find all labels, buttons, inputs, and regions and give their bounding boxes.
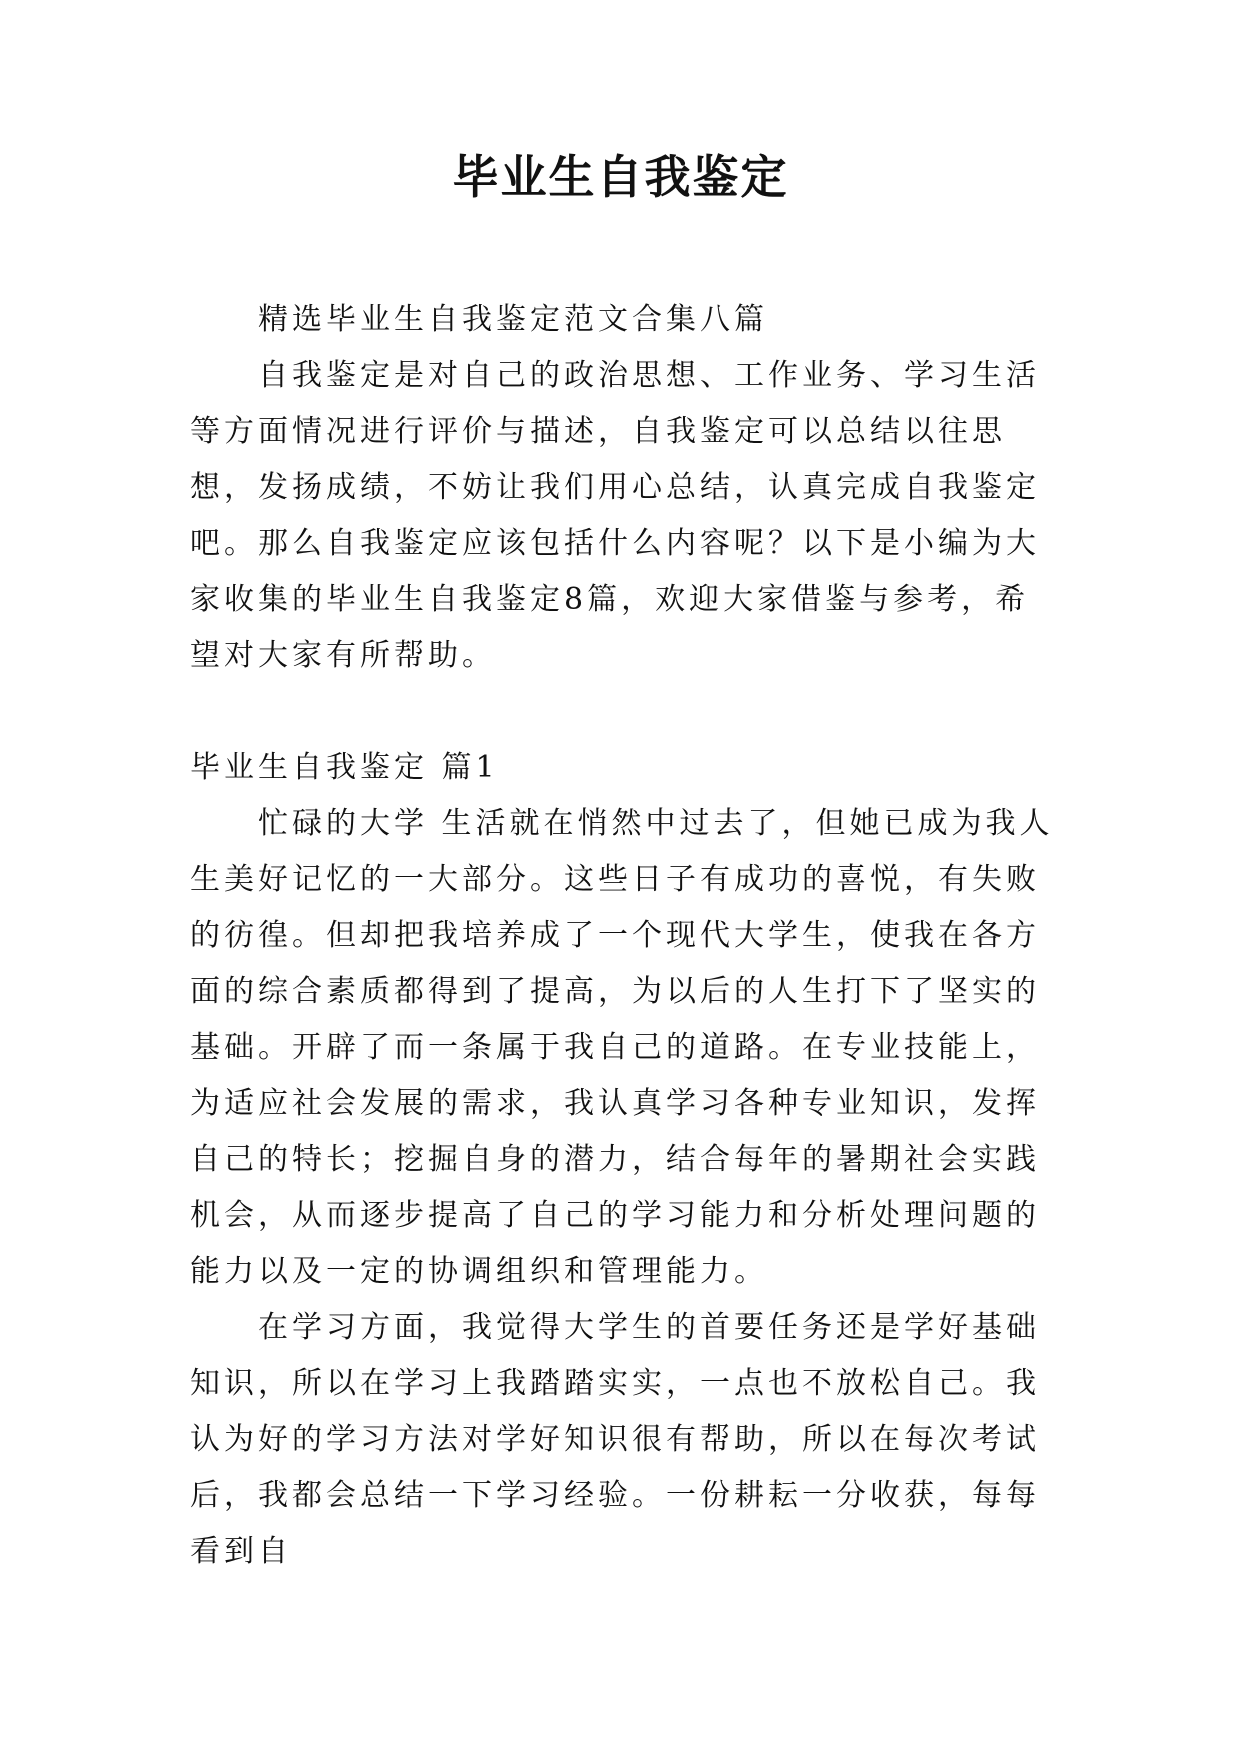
document-title: 毕业生自我鉴定 bbox=[452, 150, 789, 204]
body-paragraph: 在学习方面，我觉得大学生的首要任务还是学好基础知识，所以在学习上我踏踏实实，一点也不放松自己。我认为好的学习方法对学好知识很有帮助，所以在每次考试 后，我都会总结一下学习经验。一份耕耘一分收获，每每看到自 bbox=[190, 1310, 1040, 1569]
document-body bbox=[190, 292, 1060, 1580]
paragraph-spacer bbox=[190, 684, 1060, 740]
intro-paragraph: 自我鉴定是对自己的政治思想、工作业务、学习生活等方面情况进行评价与描述，自我鉴定可以总结以往思想，发扬成绩，不妨让我们用心总结，认真完成自我鉴定吧。那么自我鉴定应该包括什么内容呢？以下是小编为大家收集的毕业生自我鉴定8篇，欢迎大家借鉴与参考，希望对大家有所帮助。 bbox=[190, 358, 1040, 673]
document-subtitle: 精选毕业生自我鉴定范文合集八篇 bbox=[258, 302, 768, 337]
body-paragraph: 忙碌的大学 生活就在悄然中过去了，但她已成为我人生美好记忆的一大部分。这些日子有成功的喜悦，有失败的彷徨。但却把我培养成了一个现代大学生，使我在各方面的综合素质都得到了提高，为以后的人生打下了坚实的基础。开辟了而一条属于我自己的道路。在专业技能上，为适应社会发展的需求，我认真学习各种专业知识，发挥自己的特长；挖掘自身的潜力，结合每年的暑期社会实践机会，从而逐步提高了自己的学习能力和分析处理问题的能力以及一定的协调组织和管理能力。 bbox=[190, 806, 1054, 1289]
section-heading: 毕业生自我鉴定 篇1 bbox=[190, 750, 499, 785]
